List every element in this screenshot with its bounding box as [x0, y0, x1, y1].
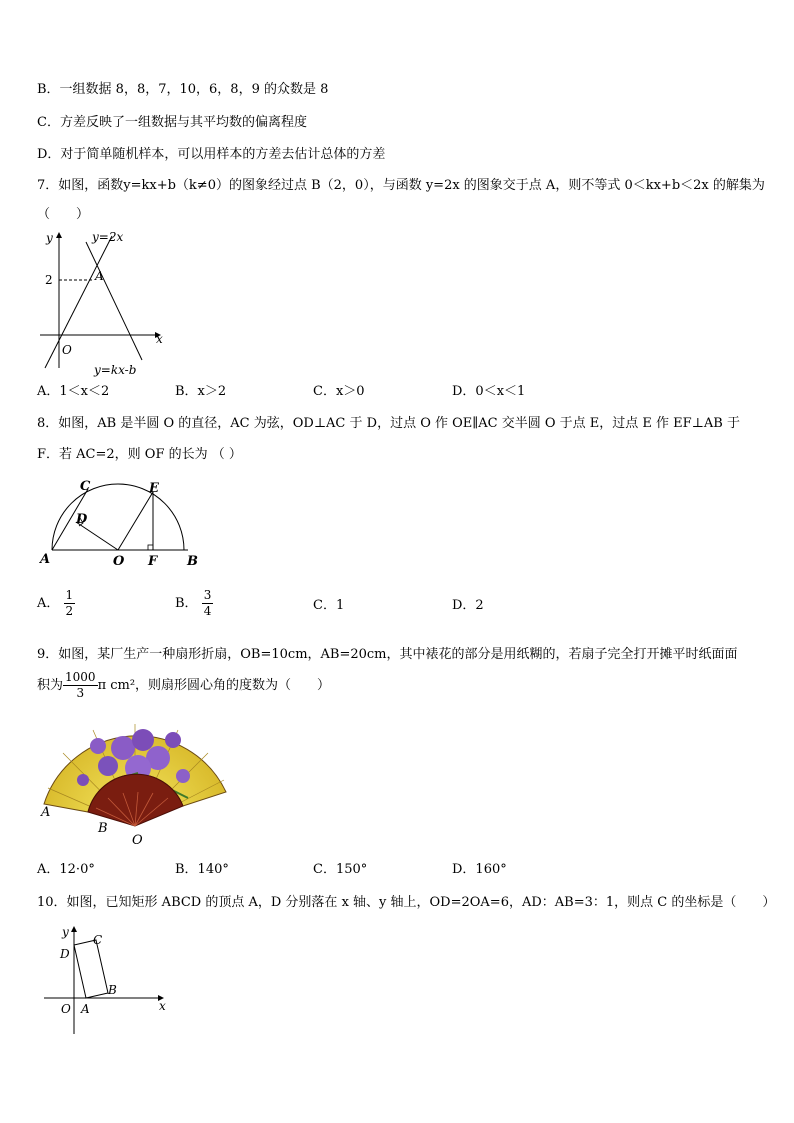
- q7-stem: 7．如图，函数y=kx+b（k≠0）的图象经过点 B（2，0），与函数 y=2x 的图象交于点 A，则不等式 0＜kx+b＜2x 的解集为: [37, 178, 765, 193]
- q7-label-l1: y=2x: [92, 230, 124, 244]
- q7-figure: [30, 228, 170, 378]
- q9-option-a: A．12·0°: [37, 862, 95, 877]
- q9-fan-figure: [38, 718, 238, 858]
- q8-option-a-den: 2: [65, 604, 74, 618]
- q8-option-b-fraction: [202, 588, 214, 619]
- q10-y-arrow: [71, 926, 77, 932]
- q9-frac-num: 1000: [65, 670, 96, 684]
- q8-label-o: O: [113, 554, 125, 569]
- q8-option-c: C．1: [313, 598, 345, 613]
- q10-stem: 10．如图，已知矩形 ABCD 的顶点 A，D 分别落在 x 轴、y 轴上，OD=2OA=6，AD：AB=3：1，则点 C 的坐标是（ ）: [37, 895, 776, 910]
- q8-option-b-num: 3: [203, 588, 212, 602]
- q8-option-b-prefix: B．: [175, 596, 198, 611]
- q8-option-d: D．2: [452, 598, 484, 613]
- q7-option-a: A．1＜x＜2: [37, 384, 110, 399]
- q10-label-c: C: [93, 933, 103, 947]
- q10-label-d: D: [60, 947, 70, 961]
- q9-area-fraction: [63, 670, 98, 701]
- q9-option-c: C．150°: [313, 862, 368, 877]
- q8-option-b-den: 4: [203, 604, 212, 618]
- q7-label-2: 2: [45, 273, 53, 287]
- q7-label-l2: y=kx-b: [94, 363, 137, 377]
- q10-rectangle-abcd: [74, 940, 108, 998]
- q8-label-c: C: [80, 479, 91, 494]
- q8-label-b: B: [187, 554, 198, 569]
- q7-label-x: x: [156, 332, 163, 346]
- q9-option-d: D．160°: [452, 862, 507, 877]
- option-c-line: C．方差反映了一组数据与其平均数的偏离程度: [37, 115, 307, 130]
- q8-option-a: [37, 588, 75, 619]
- q8-label-d: D: [76, 512, 88, 527]
- q8-option-a-prefix: A．: [37, 596, 60, 611]
- q8-option-a-num: 1: [65, 588, 74, 602]
- q8-option-b: [175, 588, 213, 619]
- q8-stem-cont: F．若 AC=2，则 OF 的长为 （ ）: [37, 447, 242, 462]
- option-d-line: D．对于简单随机样本，可以用样本的方差去估计总体的方差: [37, 147, 386, 162]
- q10-label-b: B: [108, 983, 117, 997]
- q9-frac-den: 3: [76, 686, 85, 700]
- q7-option-b: B．x＞2: [175, 384, 227, 399]
- option-b-line: B．一组数据 8，8，7，10，6，8，9 的众数是 8: [37, 82, 329, 97]
- q8-option-a-fraction: [64, 588, 76, 619]
- q7-y-arrow: [56, 232, 62, 238]
- q7-label-a: A: [95, 269, 104, 283]
- q8-segment-oe: [118, 492, 153, 550]
- q7-stem-paren: （ ）: [37, 207, 90, 222]
- q8-figure: [38, 475, 208, 570]
- q7-label-o: O: [62, 343, 72, 357]
- q7-label-y: y: [46, 231, 53, 245]
- q9-stem-cont: [37, 670, 330, 701]
- q7-line-2x: [45, 236, 112, 368]
- q10-label-a: A: [81, 1002, 90, 1016]
- q8-label-e: E: [149, 481, 159, 496]
- q9-option-b: B．140°: [175, 862, 229, 877]
- q9-stem-pre: 积为: [37, 677, 64, 693]
- q9-label-a: A: [41, 805, 51, 820]
- q9-label-b: B: [98, 821, 108, 836]
- q7-option-c: C．x＞0: [313, 384, 365, 399]
- q8-stem: 8．如图，AB 是半圆 O 的直径，AC 为弦，OD⊥AC 于 D，过点 O 作 OE∥AC 交半圆 O 于点 E，过点 E 作 EF⊥AB 于: [37, 416, 740, 431]
- q9-stem-post: π cm²，则扇形圆心角的度数为（ ）: [97, 677, 331, 693]
- q10-label-o: O: [61, 1002, 71, 1016]
- q7-line-kxb: [86, 242, 142, 360]
- q10-label-x: x: [159, 999, 166, 1013]
- q10-figure: [38, 922, 178, 1042]
- q9-stem: 9．如图，某厂生产一种扇形折扇，OB=10cm，AB=20cm，其中裱花的部分是用纸糊的，若扇子完全打开摊平时纸面面: [37, 647, 738, 662]
- q8-label-a: A: [40, 552, 51, 567]
- q8-right-angle-f: [148, 545, 153, 550]
- q9-label-o: O: [132, 833, 143, 848]
- q7-option-d: D．0＜x＜1: [452, 384, 526, 399]
- q8-label-f: F: [148, 554, 158, 569]
- q10-label-y: y: [62, 925, 69, 939]
